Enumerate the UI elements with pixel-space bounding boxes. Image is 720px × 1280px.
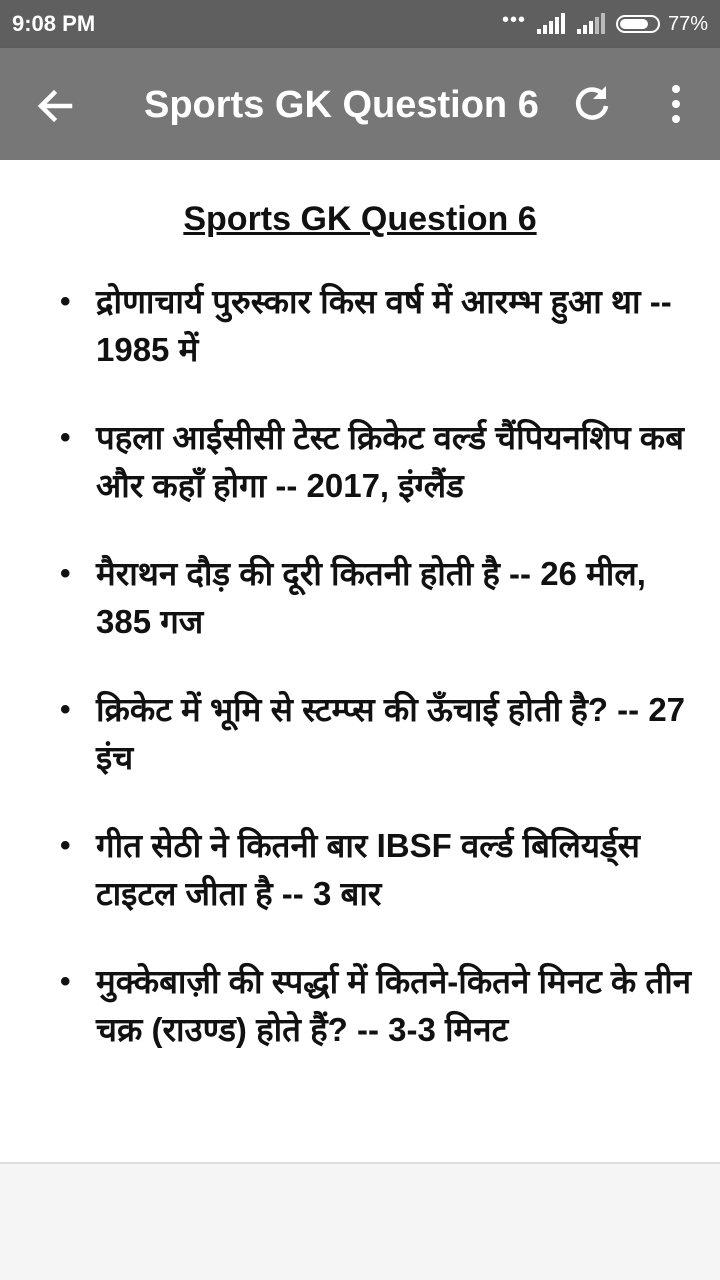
app-bar-title: Sports GK Question 6: [144, 84, 539, 126]
arrow-left-icon: [30, 80, 82, 132]
signal-icon: [536, 13, 566, 35]
list-item: [0, 550, 720, 646]
overflow-menu-button[interactable]: [656, 82, 696, 126]
bullet-icon: •: [60, 421, 71, 454]
bullet-icon: •: [60, 285, 71, 318]
list-item-text: पहला आईसीसी टेस्ट क्रिकेट वर्ल्ड चैंपियनशिप कब और कहाँ होगा -- 2017, इंग्लैंड: [96, 419, 684, 504]
list-item-text: गीत सेठी ने कितनी बार IBSF वर्ल्ड बिलियर्ड्स टाइटल जीता है -- 3 बार: [96, 827, 640, 912]
list-item: [0, 686, 720, 782]
list-item: [0, 414, 720, 510]
status-time: 9:08 PM: [12, 11, 96, 36]
status-bar: [0, 0, 720, 48]
battery-icon: [616, 15, 660, 33]
content-area[interactable]: [0, 160, 720, 1162]
footer-area: [0, 1164, 720, 1280]
status-icons: [501, 8, 708, 36]
bullet-icon: •: [60, 557, 71, 590]
battery-fill: [620, 19, 648, 29]
question-list: [0, 278, 720, 1094]
bullet-icon: •: [60, 693, 71, 726]
list-item-text: द्रोणाचार्य पुरुस्कार किस वर्ष में आरम्भ हुआ था -- 1985 में: [96, 283, 672, 368]
list-item: [0, 278, 720, 374]
battery-percent: 77%: [667, 12, 708, 35]
app-bar: [0, 48, 720, 160]
battery-indicator: [616, 13, 708, 36]
page-heading: Sports GK Question 6: [183, 200, 537, 238]
list-item-text: क्रिकेट में भूमि से स्टम्प्स की ऊँचाई होती है? -- 27 इंच: [96, 691, 686, 776]
list-item-text: मुक्केबाज़ी की स्पर्द्धा में कितने-कितने मिनट के तीन चक्र (राउण्ड) होते हैं? -- 3-3 मिनट: [96, 963, 692, 1048]
bullet-icon: •: [60, 965, 71, 998]
list-item-text: मैराथन दौड़ की दूरी कितनी होती है -- 26 मील, 385 गज: [96, 555, 646, 640]
refresh-button[interactable]: [570, 82, 614, 126]
back-button[interactable]: [30, 80, 82, 132]
bullet-icon: •: [60, 829, 71, 862]
refresh-icon: [570, 82, 614, 126]
more-vert-icon: [656, 82, 696, 126]
signal-icon-2: [576, 13, 606, 35]
list-item: [0, 822, 720, 918]
list-item: [0, 958, 720, 1054]
notification-dots-icon: •••: [501, 8, 526, 31]
